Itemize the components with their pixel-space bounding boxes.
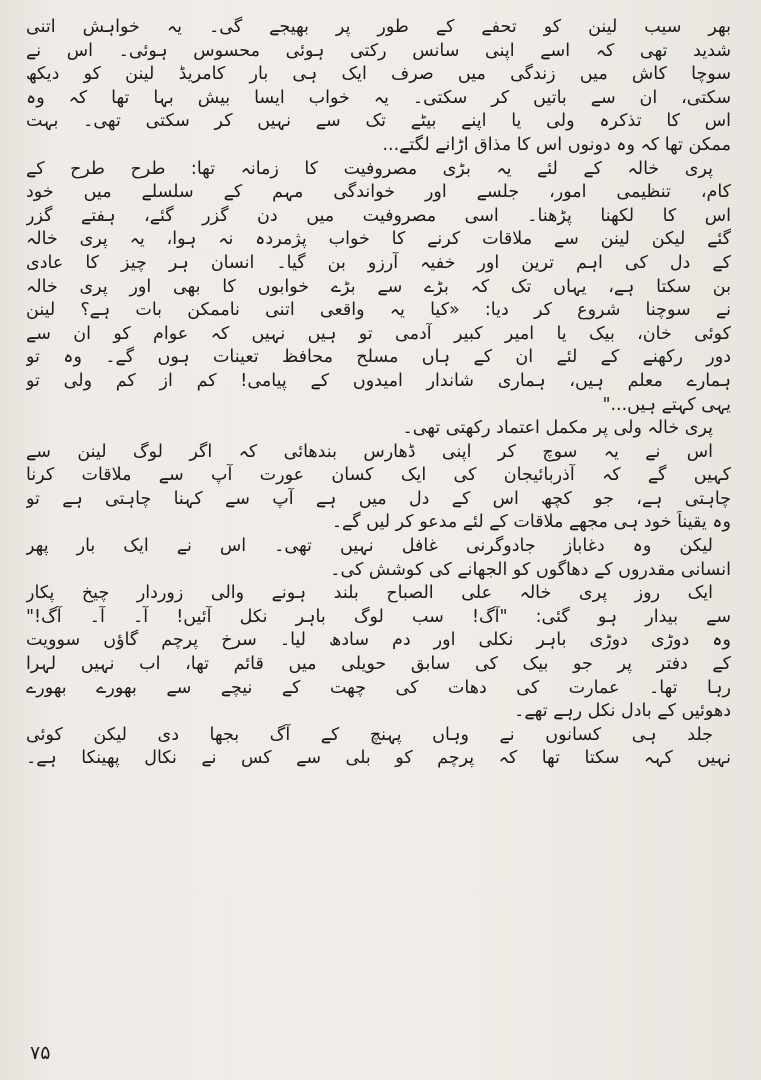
text-line: دور رکھنے کے لئے ان کے ہاں مسلح محافظ تعینات ہوں گے۔ وہ تو: [26, 347, 731, 368]
text-line: ہمارے معلم ہیں، ہماری شاندار امیدوں کے پیامی! کم از کم ولی تو: [26, 370, 731, 391]
text-line: اس نے یہ سوچ کر اپنی ڈھارس بندھائی کہ اگر لوگ لینن سے: [26, 441, 713, 462]
text-line: ممکن تھا کہ وہ دونوں اس کا مذاق اڑانے لگتے...: [382, 134, 731, 155]
page-body-text: [26, 16, 731, 771]
text-line: اس کا تذکرہ ولی یا اپنے بیٹے تک سے نہیں کر سکتی تھی۔ بہت: [26, 111, 731, 132]
text-line: رہا تھا۔ عمارت کی دھات کی چھت کے نیچے سے بھورے بھورے: [26, 677, 731, 698]
text-line: کے دل کی اہم ترین اور خفیہ آرزو بن گیا۔ انسان ہر چیز کا عادی: [26, 252, 731, 273]
text-line: کوئی خان، بیک یا امیر کبیر آدمی تو ہیں نہیں کہ عوام کو ان سے: [26, 323, 731, 344]
text-line: لیکن وہ دغاباز جادوگرنی غافل نہیں تھی۔ اس نے ایک بار پھر: [26, 536, 713, 557]
text-line: پری خالہ ولی پر مکمل اعتماد رکھتی تھی۔: [402, 418, 713, 439]
text-line: انسانی مقدروں کے دھاگوں کو الجھانے کی کوشش کی۔: [330, 559, 731, 580]
text-line: نے سوچنا شروع کر دیا: «کیا یہ واقعی اتنی ناممکن بات ہے؟ لینن: [26, 300, 731, 321]
text-line: سکتی، ان سے باتیں کر سکتی۔ یہ خواب ایسا بیش بہا تھا کہ وہ: [26, 87, 731, 108]
page-number: ۷۵: [30, 1042, 51, 1064]
text-line: پری خالہ کے لئے یہ بڑی مصروفیت کا زمانہ تھا: طرح طرح کے: [26, 158, 713, 179]
text-line: کے دفتر پر جو بیک کی سابق حویلی میں قائم تھا، اب نہیں لہرا: [26, 654, 731, 675]
text-line: نہیں کہہ سکتا تھا کہ پرچم کو بلی سے کس نے نکال پھینکا ہے۔: [26, 748, 731, 769]
text-line: بھر سیب لینن کو تحفے کے طور پر بھیجے گی۔ یہ خواہش اتنی: [26, 17, 731, 37]
text-line: گئے لیکن لینن سے ملاقات کرنے کا خواب پژمردہ نہ ہوا، یہ پری خالہ: [26, 229, 731, 250]
text-line: یہی کہتے ہیں...": [602, 394, 731, 415]
text-line: دھوئیں کے بادل نکل رہے تھے۔: [514, 701, 731, 722]
text-line: بن سکتا ہے، یہاں تک کہ بڑے سے بڑے خوابوں کا بھی اور پری خالہ: [26, 276, 731, 297]
text-line: شدید تھی کہ اسے اپنی سانس رکتی ہوئی محسوس ہوئی۔ اس نے: [26, 40, 731, 61]
text-line: وہ یقیناً خود ہی مجھے ملاقات کے لئے مدعو کر لیں گے۔: [331, 512, 731, 533]
text-line: وہ دوڑی دوڑی باہر نکلی اور دم سادھ لیا۔ سرخ پرچم گاؤں سوویت: [26, 630, 731, 651]
text-line: چاہتی ہے، جو کچھ اس کے دل میں ہے آپ سے کہنا چاہتی ہے تو: [26, 488, 731, 509]
text-line: ایک روز پری خالہ علی الصباح بلند ہونے والی زوردار چیخ پکار: [26, 583, 713, 604]
text-line: سے بیدار ہو گئی: "آگ! سب لوگ باہر نکل آئیں! آ۔ آ۔ آگ!": [26, 606, 731, 627]
text-line: جلد ہی کسانوں نے وہاں پہنچ کے آگ بجھا دی لیکن کوئی: [26, 724, 713, 745]
text-line: سوچا کاش میں زندگی میں صرف ایک ہی بار کامریڈ لینن کو دیکھ: [26, 64, 731, 85]
text-line: اس کا لکھنا پڑھنا۔ اسی مصروفیت میں دن گزر گئے، ہفتے گزر: [26, 205, 731, 226]
text-line: کام، تنظیمی امور، جلسے اور خواندگی مہم کے سلسلے میں خود: [26, 182, 731, 203]
text-line: کہیں گے کہ آذربائیجان کی ایک کسان عورت آپ سے ملاقات کرنا: [26, 465, 731, 486]
